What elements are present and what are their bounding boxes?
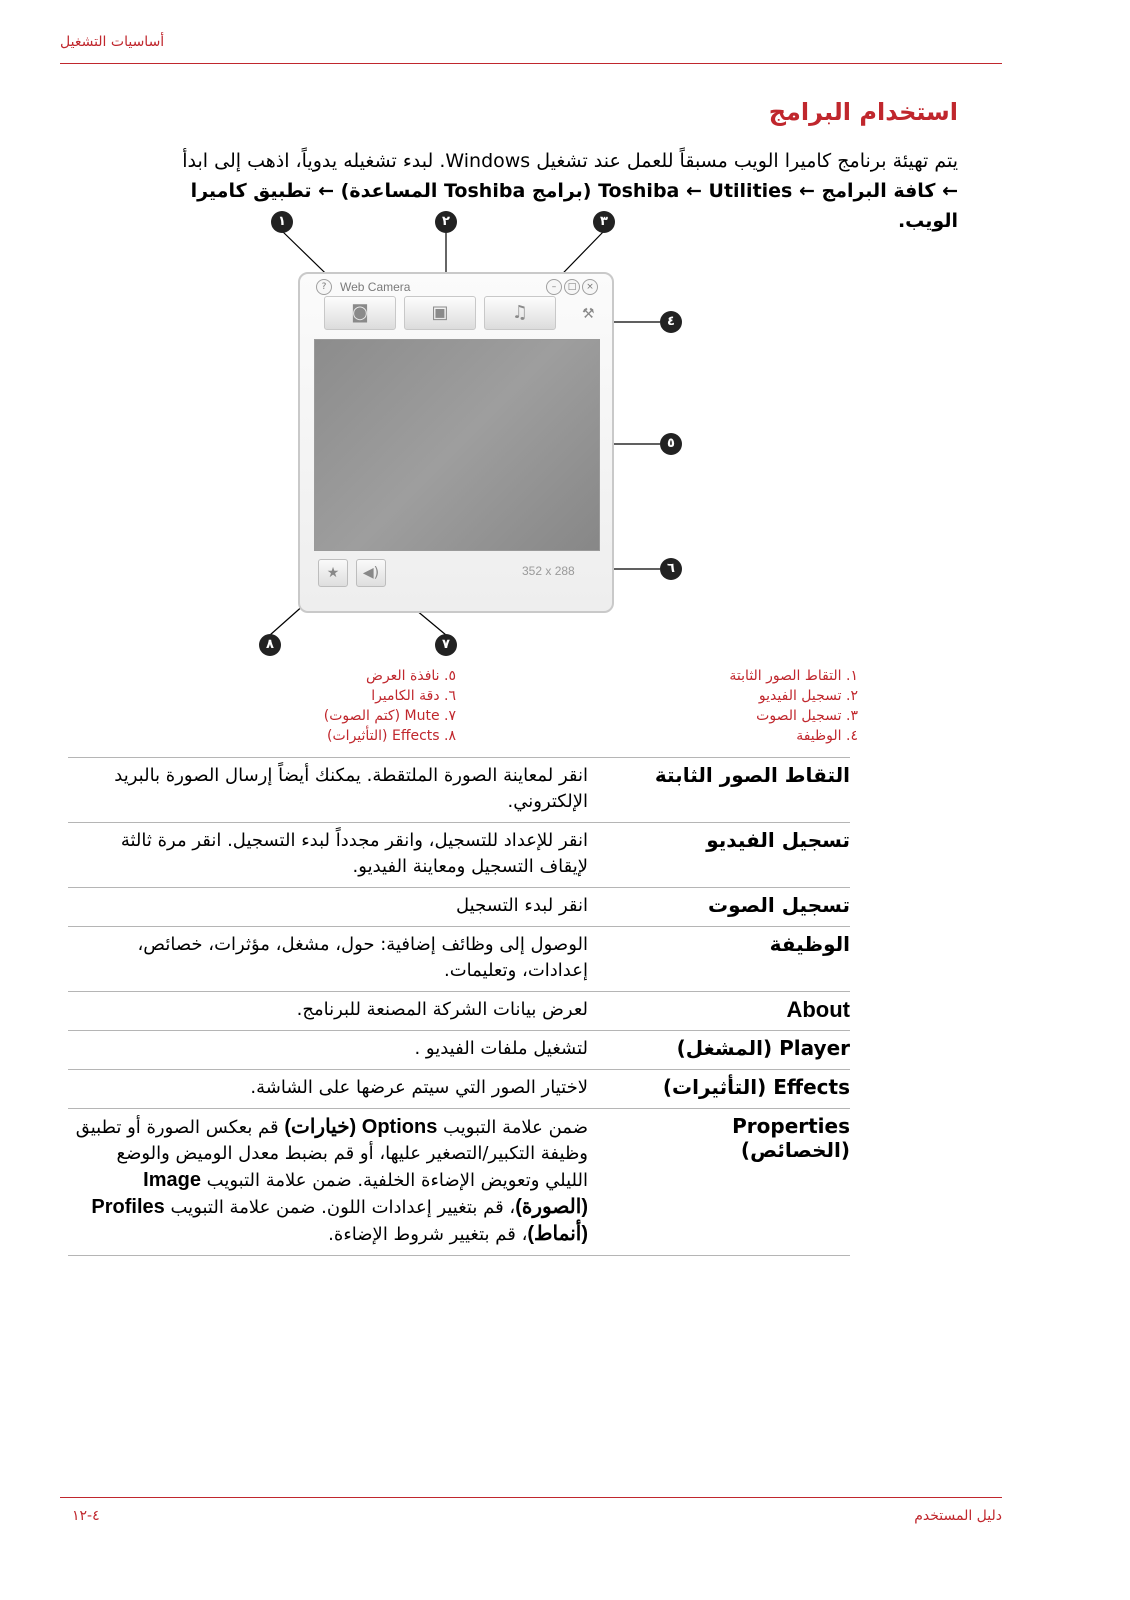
callout-4: ٤ [660,311,682,333]
effects-button[interactable] [318,559,348,587]
camera-icon: ◙ [351,302,369,323]
callout-6: ٦ [660,558,682,580]
footer-rule [60,1497,1002,1498]
desc-text: ، قم بتغيير شروط الإضاءة. [328,1224,528,1245]
intro-line-2: ← كافة البرامج ← Toshiba ← Utilities (برامج Toshiba المساعدة) ← تطبيق كاميرا الويب. [190,180,958,232]
running-header: أساسيات التشغيل [60,34,165,50]
legend-left-column [324,666,456,746]
record-video-button[interactable] [404,296,476,330]
footer-title: دليل المستخدم [914,1508,1002,1524]
row-name: الوظيفة [769,932,850,956]
legend-item: ٨. Effects (التأثيرات) [327,728,456,744]
resolution-label: 352 x 288 [522,564,575,578]
callout-3: ٣ [593,211,615,233]
row-name: تسجيل الفيديو [706,828,850,852]
section-title: استخدام البرامج [768,98,958,126]
desc-text: ، قم بتغيير إعدادات اللون. ضمن علامة التبويب [164,1197,516,1218]
speaker-icon: ◀) [362,565,380,581]
legend-item: ٤. الوظيفة [796,728,858,744]
legend-item: ٧. Mute (كتم الصوت) [323,708,456,724]
callout-7: ٧ [435,634,457,656]
callout-2: ٢ [435,211,457,233]
profiles-tab-label: Profiles (أنماط) [91,1196,588,1245]
image-tab-label: Image (الصورة) [143,1169,588,1218]
legend-item: ٦. دقة الكاميرا [371,688,456,704]
row-desc: انقر للإعداد للتسجيل، وانقر مجدداً لبدء التسجيل. انقر مرة ثالثة لإيقاف التسجيل ومعاينة الفيديو. [120,830,588,877]
row-name: التقاط الصور الثابتة [654,763,850,787]
callout-8: ٨ [259,634,281,656]
table-row [68,823,850,888]
desc-text: ضمن علامة التبويب [437,1117,588,1138]
row-name: Effects (التأثيرات) [662,1075,850,1099]
window-title: Web Camera [340,280,411,294]
intro-line-1: يتم تهيئة برنامج كاميرا الويب مسبقاً للعمل عند تشغيل Windows. لبدء تشغيله يدوياً، اذهب إلى ابدأ [182,150,958,172]
legend-item: ٣. تسجيل الصوت [756,708,858,724]
webcam-window [298,272,614,613]
callout-1: ١ [271,211,293,233]
options-tab-label: Options (خيارات) [284,1116,438,1138]
table-row [68,1070,850,1109]
desc-text: قم بعكس الصورة أو تطبيق وظيفة التكبير/التصغير عليها، أو قم بضبط معدل الوميض والوضع الليلي وتعويض الإضاءة الخلفية. ضمن علامة التبويب [75,1117,588,1191]
legend-item: ٥. نافذة العرض [366,668,456,684]
microphone-icon: ♫ [511,302,529,323]
video-camera-icon: ▣ [431,302,449,323]
feature-table [68,757,850,1256]
row-desc: لاختيار الصور التي سيتم عرضها على الشاشة. [250,1077,588,1098]
legend-item: ١. التقاط الصور الثابتة [729,668,858,684]
row-desc: الوصول إلى وظائف إضافية: حول، مشغل، مؤثرات، خصائص، إعدادات، وتعليمات. [137,934,588,981]
table-row [68,888,850,927]
table-row [68,758,850,823]
row-desc: لتشغيل ملفات الفيديو . [414,1038,588,1059]
maximize-icon[interactable]: □ [564,279,580,295]
mute-button[interactable] [356,559,386,587]
capture-photo-button[interactable] [324,296,396,330]
preview-window [314,339,600,551]
close-icon[interactable]: × [582,279,598,295]
table-row [68,992,850,1031]
minimize-icon[interactable]: – [546,279,562,295]
row-name: About [786,997,850,1022]
row-name: Player (المشغل) [676,1036,850,1060]
row-desc: لعرض بيانات الشركة المصنعة للبرنامج. [296,999,588,1020]
row-name: Properties (الخصائص) [732,1114,850,1162]
row-name: تسجيل الصوت [708,893,850,917]
legend-right-column [729,666,858,746]
legend-item: ٢. تسجيل الفيديو [758,688,858,704]
table-row [68,927,850,992]
table-row [68,1031,850,1070]
row-desc: انقر لمعاينة الصورة الملتقطة. يمكنك أيضاً إرسال الصورة بالبريد الإلكتروني. [114,765,588,812]
record-audio-button[interactable] [484,296,556,330]
page-number: ٤-١٢ [72,1508,100,1524]
callout-5: ٥ [660,433,682,455]
star-icon: ★ [326,565,340,581]
help-icon[interactable]: ? [316,279,332,295]
wrench-icon[interactable]: ⚒ [582,306,595,322]
table-row [68,1109,850,1256]
row-desc [68,1109,588,1255]
row-desc: انقر لبدء التسجيل [456,895,588,916]
